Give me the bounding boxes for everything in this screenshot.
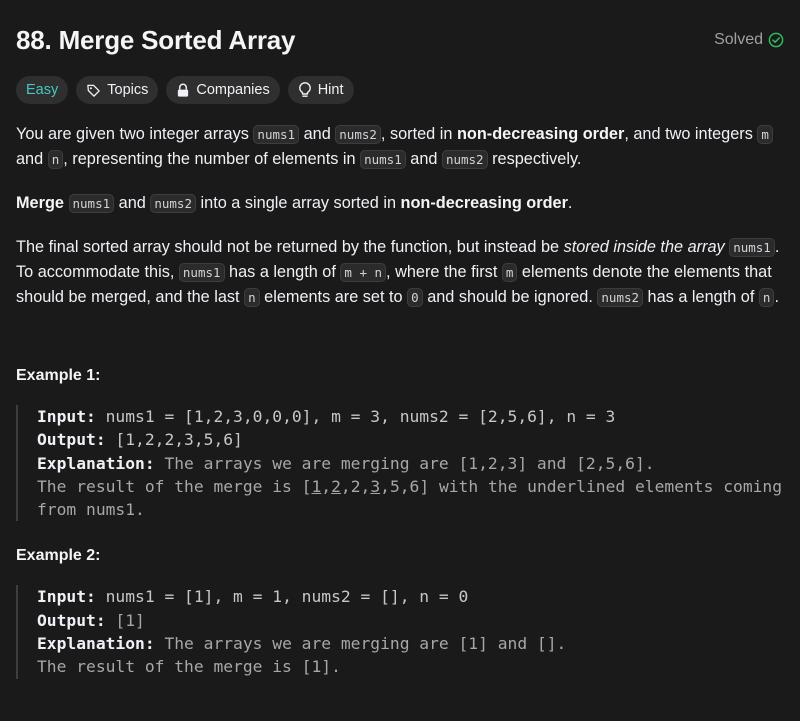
example-explanation-line [37,452,786,475]
inline-code: n [759,288,775,307]
example-explanation-line [37,632,786,655]
example-output-line [37,428,786,451]
text: elements are set to [259,288,408,306]
explanation-value: The arrays we are merging are [1] and []. [154,634,567,654]
text: , representing the number of elements in [63,150,361,168]
inline-code: nums2 [597,288,643,307]
text: ,5,6] with the underlined elements coming from nums1. [37,476,783,520]
inline-code: m [502,263,518,282]
text: . To accommodate this, [16,238,780,281]
text: has a length of [224,263,341,281]
statement-paragraph-2 [16,191,786,216]
text: and [405,150,442,168]
example-input-line [37,405,786,428]
problem-description-panel [16,22,786,679]
bold-text: non-decreasing order [400,194,568,212]
explanation-value: The arrays we are merging are [1,2,3] and [2,5,6]. [154,453,655,473]
example-block [16,405,786,521]
statement-paragraph-3 [16,235,786,310]
text: The result of the merge is [ [37,476,312,496]
output-value: [1,2,2,3,5,6] [105,430,243,450]
text: . [567,194,573,212]
input-label: Input: [37,587,96,607]
statement-paragraph-1 [16,122,786,172]
underlined-element: 2 [331,476,341,496]
text: into a single array sorted in [196,194,401,212]
text [64,194,69,212]
input-value: nums1 = [1], m = 1, nums2 = [], n = 0 [95,587,469,607]
input-label: Input: [37,407,96,426]
underlined-element: 3 [370,476,381,496]
inline-code: nums2 [335,125,381,144]
text: , and two integers [624,125,758,143]
underlined-element: 1 [311,476,322,496]
text: The final sorted array should not be returned by the function, but instead be [16,238,564,256]
difficulty-badge[interactable] [16,76,68,104]
problem-statement [16,122,786,679]
tag-icon [86,83,101,98]
inline-code: nums1 [729,238,775,257]
output-label: Output: [37,610,106,630]
inline-code: n [48,150,64,169]
companies-label: Companies [196,82,270,98]
check-circle-icon [768,32,784,48]
explanation-label: Explanation: [37,634,155,654]
inline-code: n [244,288,260,307]
text: You are given two integer arrays [16,125,254,143]
example-1 [16,364,786,521]
inline-code: nums1 [69,194,115,213]
text: The result of the merge is [1]. [37,657,341,677]
title-row [16,22,786,58]
explanation-label: Explanation: [37,453,155,473]
text: respectively. [487,150,582,168]
example-input-line [37,585,786,608]
text: , sorted in [380,125,457,143]
example-block [16,585,786,678]
inline-code: nums1 [253,125,299,144]
inline-code: m + n [340,263,386,282]
inline-code: nums2 [442,150,488,169]
inline-code: nums1 [360,150,406,169]
solved-label: Solved [714,31,763,48]
inline-code: nums2 [150,194,196,213]
bold-text: non-decreasing order [456,125,625,143]
text: and [114,194,151,212]
solved-status [714,31,784,49]
example-output-line [37,609,786,632]
inline-code: nums1 [179,263,225,282]
tag-row [16,76,786,104]
text: , [321,476,332,496]
text: . [774,288,779,306]
example-2 [16,544,786,678]
problem-title[interactable]: 88. Merge Sorted Array [16,24,296,55]
text: elements denote the elements that should be merged, and the last [16,263,772,306]
lock-icon [176,83,190,98]
example-result-line [37,475,786,522]
text: and should be ignored. [422,288,598,306]
topics-label: Topics [107,82,149,98]
companies-button[interactable] [166,76,279,104]
example-title: Example 2: [16,547,101,565]
hint-button[interactable] [288,76,354,104]
output-label: Output: [37,430,106,450]
inline-code: m [757,125,773,144]
text: , where the first [386,263,502,281]
example-title: Example 1: [16,367,101,384]
text: has a length of [643,288,759,306]
difficulty-label: Easy [26,82,59,98]
bold-text: Merge [16,194,64,212]
hint-label: Hint [317,82,344,98]
text: and [299,125,336,143]
text: and [16,150,48,168]
inline-code: 0 [407,288,423,307]
input-value: nums1 = [1,2,3,0,0,0], m = 3, nums2 = [2,5,6], n = 3 [95,407,616,426]
italic-text: stored inside the array [563,238,725,256]
topics-button[interactable] [76,76,158,104]
text: ,2, [340,476,371,496]
example-result-line [37,655,786,678]
lightbulb-icon [298,82,312,98]
output-value: [1] [105,610,145,630]
